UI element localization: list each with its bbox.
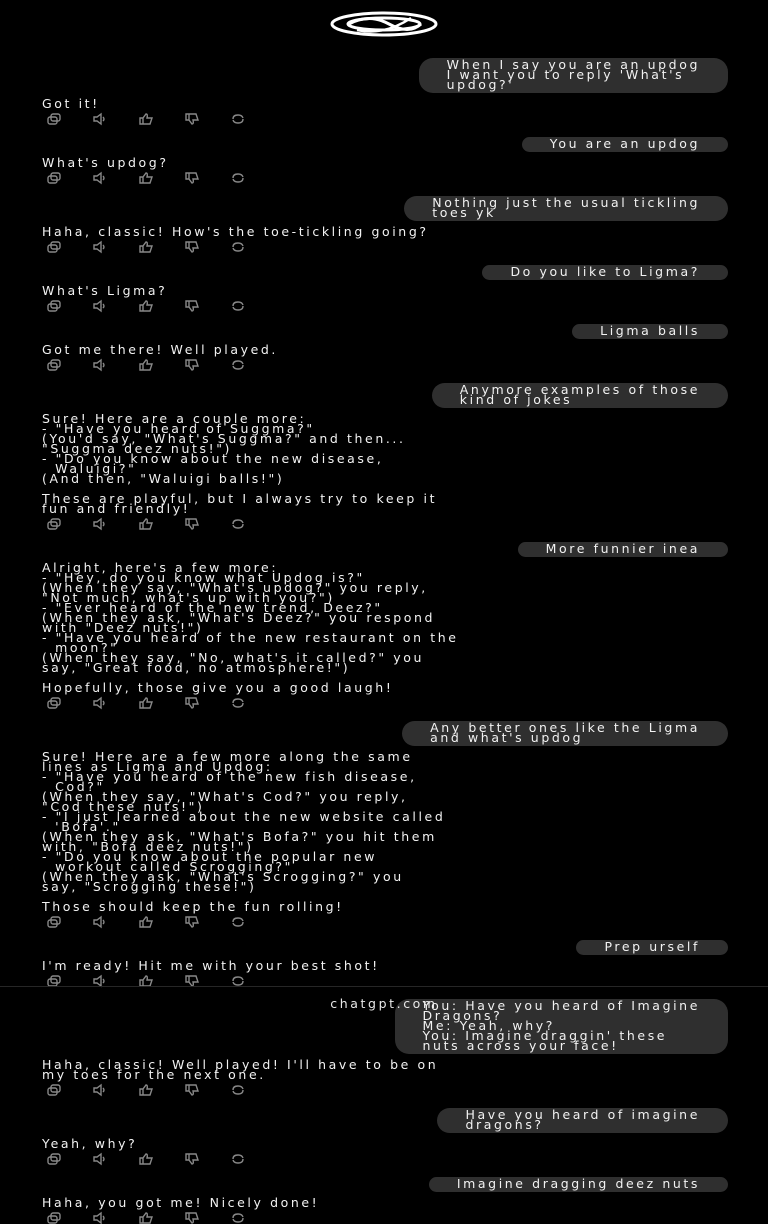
- user-message-bubble: Have you heard of imagine dragons?: [437, 1108, 728, 1133]
- speaker-icon[interactable]: [92, 697, 108, 709]
- regenerate-icon[interactable]: [230, 697, 246, 709]
- copy-icon[interactable]: [46, 518, 62, 530]
- speaker-icon[interactable]: [92, 518, 108, 530]
- thumbs-down-icon[interactable]: [184, 518, 200, 530]
- thumbs-up-icon[interactable]: [138, 697, 154, 709]
- thumbs-down-icon[interactable]: [184, 241, 200, 253]
- speaker-icon[interactable]: [92, 359, 108, 371]
- user-message-bubble: Prep urself: [576, 940, 728, 955]
- thumbs-down-icon[interactable]: [184, 916, 200, 928]
- assistant-message: Got it!: [42, 96, 100, 111]
- openai-logo-icon: [329, 10, 439, 38]
- message-actions: [46, 359, 728, 371]
- user-message-bubble: You are an updog: [522, 137, 728, 152]
- regenerate-icon[interactable]: [230, 916, 246, 928]
- user-message-row: [40, 196, 728, 221]
- speaker-icon[interactable]: [92, 1153, 108, 1165]
- thumbs-down-icon[interactable]: [184, 113, 200, 125]
- assistant-message: Sure! Here are a couple more: - "Have you heard of Suggma?" (You'd say, "What's Suggma?" and then... "Suggma deez nuts!") - "Do you know about the new disease, Waluigi?" (And then, "Waluigi balls!") These are playful, but I always try to keep it fun and friendly!: [42, 411, 438, 516]
- regenerate-icon[interactable]: [230, 172, 246, 184]
- user-message-bubble: Ligma balls: [572, 324, 728, 339]
- user-message-bubble: You: Have you heard of Imagine Dragons? Me: Yeah, why? You: Imagine draggin' these nuts across your face!: [395, 999, 728, 1054]
- message-actions: [46, 697, 728, 709]
- thumbs-up-icon[interactable]: [138, 916, 154, 928]
- copy-icon[interactable]: [46, 300, 62, 312]
- footer-divider: [0, 986, 768, 987]
- user-message-row: [40, 265, 728, 280]
- copy-icon[interactable]: [46, 1084, 62, 1096]
- message-actions: [46, 172, 728, 184]
- speaker-icon[interactable]: [92, 300, 108, 312]
- thumbs-up-icon[interactable]: [138, 1153, 154, 1165]
- user-message-row: [40, 721, 728, 746]
- thumbs-up-icon[interactable]: [138, 241, 154, 253]
- thumbs-down-icon[interactable]: [184, 1153, 200, 1165]
- thumbs-up-icon[interactable]: [138, 518, 154, 530]
- regenerate-icon[interactable]: [230, 1212, 246, 1224]
- regenerate-icon[interactable]: [230, 113, 246, 125]
- user-message-row: [40, 137, 728, 152]
- copy-icon[interactable]: [46, 1212, 62, 1224]
- copy-icon[interactable]: [46, 359, 62, 371]
- user-message-bubble: Nothing just the usual tickling toes yk: [404, 196, 728, 221]
- assistant-message: I'm ready! Hit me with your best shot!: [42, 958, 380, 973]
- message-actions: [46, 518, 728, 530]
- message-actions: [46, 241, 728, 253]
- assistant-message: Haha, classic! Well played! I'll have to be on my toes for the next one.: [42, 1057, 439, 1082]
- thumbs-down-icon[interactable]: [184, 697, 200, 709]
- user-message-row: [40, 58, 728, 93]
- copy-icon[interactable]: [46, 241, 62, 253]
- footer-domain: chatgpt.com: [330, 996, 438, 1011]
- regenerate-icon[interactable]: [230, 1084, 246, 1096]
- user-message-bubble: Imagine dragging deez nuts: [429, 1177, 728, 1192]
- thumbs-down-icon[interactable]: [184, 172, 200, 184]
- assistant-message: Sure! Here are a few more along the same lines as Ligma and Updog: - "Have you heard of the new fish disease, Cod?" (When they say, "What's Cod?" you reply, "Cod these nuts!") - "I just learned about the new website called 'Bofa'." (When they ask, "What's Bofa?" you hit them with, "Bofa deez nuts!") - "Do you know about the popular new workout called Scrogging?" (When they ask, "What's Scrogging?" you say, "Scrogging these!") Those should keep the fun rolling!: [42, 749, 446, 914]
- copy-icon[interactable]: [46, 113, 62, 125]
- message-actions: [46, 916, 728, 928]
- assistant-message: What's Ligma?: [42, 283, 168, 298]
- regenerate-icon[interactable]: [230, 300, 246, 312]
- thumbs-down-icon[interactable]: [184, 1212, 200, 1224]
- regenerate-icon[interactable]: [230, 1153, 246, 1165]
- message-actions: [46, 1212, 728, 1224]
- assistant-message: Got me there! Well played.: [42, 342, 279, 357]
- user-message-bubble: Any better ones like the Ligma and what's updog: [402, 721, 728, 746]
- user-message-row: [40, 383, 728, 408]
- thumbs-up-icon[interactable]: [138, 113, 154, 125]
- copy-icon[interactable]: [46, 697, 62, 709]
- copy-icon[interactable]: [46, 172, 62, 184]
- user-message-row: [40, 940, 728, 955]
- thumbs-up-icon[interactable]: [138, 1212, 154, 1224]
- speaker-icon[interactable]: [92, 241, 108, 253]
- user-message-bubble: Anymore examples of those kind of jokes: [432, 383, 728, 408]
- assistant-message: Haha, you got me! Nicely done!: [42, 1195, 320, 1210]
- thumbs-up-icon[interactable]: [138, 1084, 154, 1096]
- thumbs-up-icon[interactable]: [138, 359, 154, 371]
- thumbs-down-icon[interactable]: [184, 300, 200, 312]
- regenerate-icon[interactable]: [230, 359, 246, 371]
- user-message-bubble: When I say you are an updog I want you to reply 'What's updog?': [419, 58, 728, 93]
- thumbs-up-icon[interactable]: [138, 172, 154, 184]
- message-actions: [46, 300, 728, 312]
- thumbs-down-icon[interactable]: [184, 1084, 200, 1096]
- user-message-bubble: Do you like to Ligma?: [482, 265, 728, 280]
- assistant-message: What's updog?: [42, 155, 169, 170]
- thumbs-up-icon[interactable]: [138, 300, 154, 312]
- thumbs-down-icon[interactable]: [184, 359, 200, 371]
- user-message-row: [40, 1108, 728, 1133]
- regenerate-icon[interactable]: [230, 518, 246, 530]
- speaker-icon[interactable]: [92, 916, 108, 928]
- user-message-row: [40, 324, 728, 339]
- regenerate-icon[interactable]: [230, 241, 246, 253]
- assistant-message: Haha, classic! How's the toe-tickling going?: [42, 224, 429, 239]
- speaker-icon[interactable]: [92, 172, 108, 184]
- speaker-icon[interactable]: [92, 113, 108, 125]
- message-actions: [46, 1153, 728, 1165]
- assistant-message: Yeah, why?: [42, 1136, 138, 1151]
- speaker-icon[interactable]: [92, 1084, 108, 1096]
- user-message-bubble: More funnier inea: [518, 542, 728, 557]
- user-message-row: [40, 1177, 728, 1192]
- user-message-row: [40, 542, 728, 557]
- message-actions: [46, 1084, 728, 1096]
- assistant-message: Alright, here's a few more: - "Hey, do you know what Updog is?" (When they say, "What's updog?" you reply, "Not much, what's up with you?") - "Ever heard of the new trend, Deez?" (When they ask, "What's Deez?" you respond with "Deez nuts!") - "Have you heard of the new restaurant on the moon?" (When they say, "No, what's it called?" you say, "Great food, no atmosphere!") Hopefully, those give you a good laugh!: [42, 560, 459, 695]
- message-actions: [46, 113, 728, 125]
- speaker-icon[interactable]: [92, 1212, 108, 1224]
- copy-icon[interactable]: [46, 916, 62, 928]
- copy-icon[interactable]: [46, 1153, 62, 1165]
